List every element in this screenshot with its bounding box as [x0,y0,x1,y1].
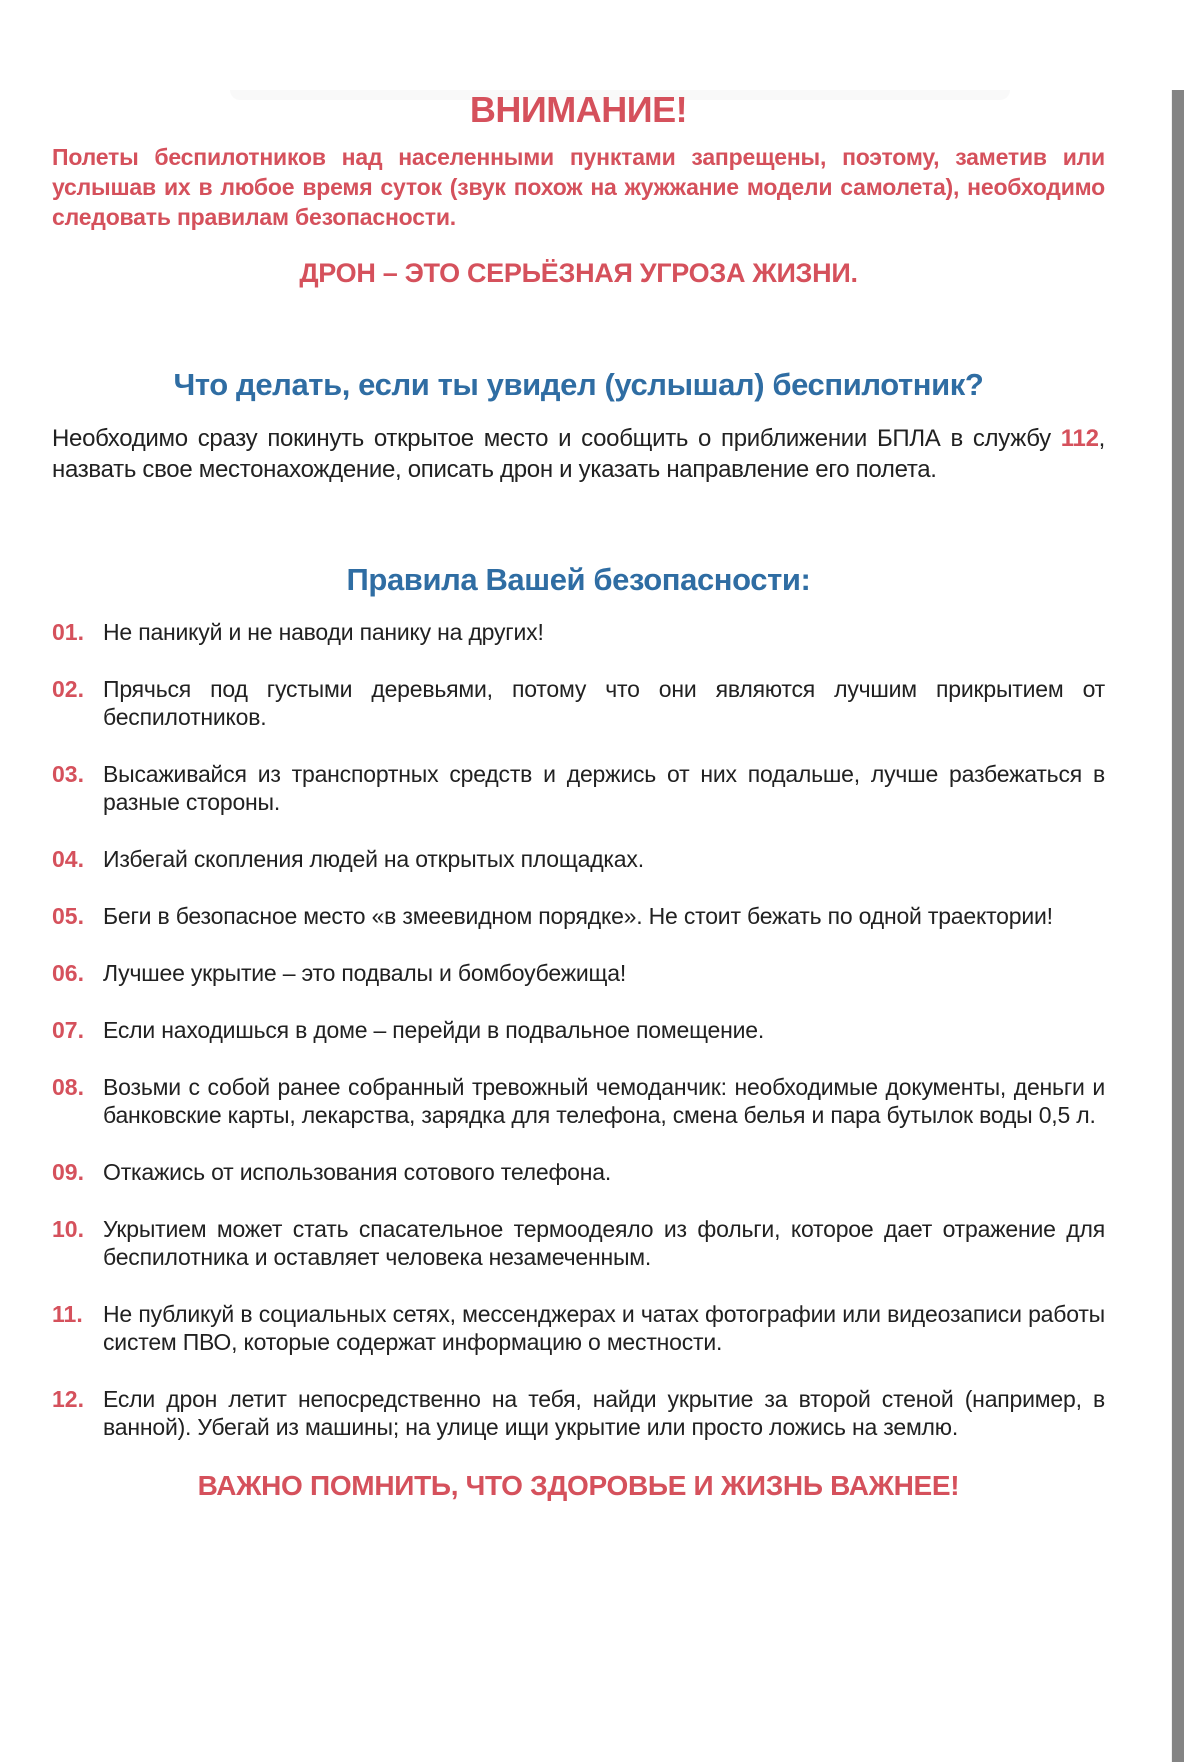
rule-number: 11. [52,1301,83,1327]
rule-text: Откажись от использования сотового телефона. [103,1159,612,1185]
rule-number: 12. [52,1386,84,1412]
rule-text: Если дрон летит непосредственно на тебя, найди укрытие за второй стеной (например, в ванной). Убегай из машины; на улице ищи укрытие или просто ложись на землю. [103,1386,1105,1440]
rule-list-item [52,1385,1105,1441]
rule-number: 04. [52,846,84,872]
rule-number: 09. [52,1159,84,1185]
rule-list-item [52,1016,1105,1044]
rule-text: Укрытием может стать спасательное термоодеяло из фольги, которое дает отражение для беспилотника и оставляет человека незамеченным. [103,1216,1105,1270]
rule-text: Не публикуй в социальных сетях, мессенджерах и чатах фотографии или видеозаписи работы систем ПВО, которые содержат информацию о местности. [103,1301,1105,1355]
rule-list-item [52,618,1105,646]
rule-text: Высаживайся из транспортных средств и держись от них подальше, лучше разбежаться в разные стороны. [103,761,1105,815]
attention-warning-paragraph: Полеты беспилотников над населенными пунктами запрещены, поэтому, заметив или услышав их в любое время суток (звук похож на жужжание модели самолета), необходимо следовать правилам безопасности. [52,144,1105,230]
footer-reminder: ВАЖНО ПОМНИТЬ, ЧТО ЗДОРОВЬЕ И ЖИЗНЬ ВАЖНЕЕ! [197,1470,960,1501]
rule-number: 02. [52,676,84,702]
rule-number: 01. [52,619,84,645]
rule-text: Возьми с собой ранее собранный тревожный чемоданчик: необходимые документы, деньги и банковские карты, лекарства, зарядка для телефона, смена белья и пара бутылок воды 0,5 л. [103,1074,1105,1128]
rule-text: Избегай скопления людей на открытых площадках. [103,846,644,872]
vertical-scrollbar[interactable] [1171,90,1184,1762]
attention-title: ВНИМАНИЕ! [469,89,688,130]
rule-number: 03. [52,761,84,787]
leaflet-page [0,90,1184,1502]
safety-rules-heading: Правила Вашей безопасности: [346,562,811,597]
rule-list-item [52,1300,1105,1356]
rule-list-item [52,959,1105,987]
rule-number: 08. [52,1074,84,1100]
emergency-number-112: 112 [1060,425,1099,452]
rule-text: Лучшее укрытие – это подвалы и бомбоубежища! [103,960,627,986]
rule-list-item [52,1158,1105,1186]
rule-text: Беги в безопасное место «в змеевидном порядке». Не стоит бежать по одной траектории! [103,903,1053,929]
what-to-do-text-before: Необходимо сразу покинуть открытое место и сообщить о приближении БПЛА в службу [52,425,1061,452]
rule-number: 07. [52,1017,84,1043]
rule-number: 10. [52,1216,84,1242]
rule-list-item [52,1073,1105,1129]
drone-threat-statement: ДРОН – ЭТО СЕРЬЁЗНАЯ УГРОЗА ЖИЗНИ. [299,258,858,288]
what-to-do-text-after: , назвать свое местонахождение, описать дрон и указать направление его полета. [52,425,1105,483]
rule-list-item [52,1215,1105,1271]
rule-text: Если находишься в доме – перейди в подвальное помещение. [103,1017,765,1043]
rule-number: 06. [52,960,84,986]
rule-number: 05. [52,903,84,929]
rule-text: Прячься под густыми деревьями, потому что они являются лучшим прикрытием от беспилотников. [103,676,1105,730]
what-to-do-paragraph [52,423,1105,485]
safety-rules-list [52,618,1105,1441]
rule-list-item [52,675,1105,731]
rule-list-item [52,902,1105,930]
rule-list-item [52,760,1105,816]
what-to-do-heading: Что делать, если ты увидел (услышал) беспилотник? [173,367,984,402]
rule-text: Не паникуй и не наводи панику на других! [103,619,544,645]
rule-list-item [52,845,1105,873]
